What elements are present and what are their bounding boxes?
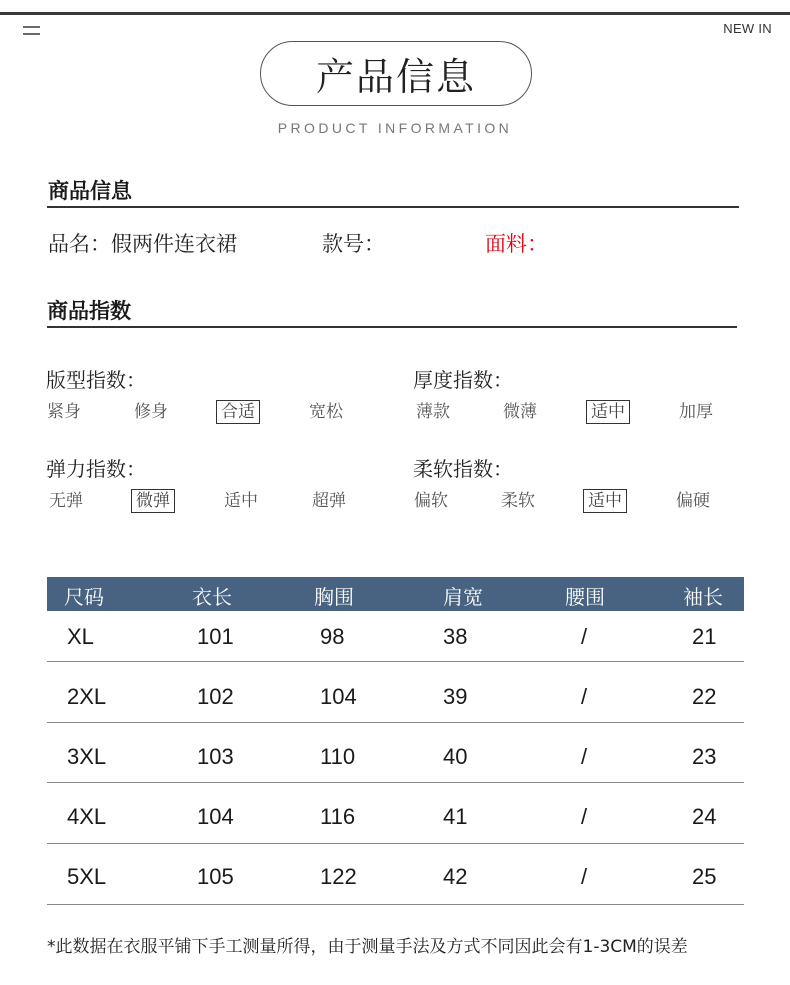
size-table-header [47, 577, 744, 611]
table-cell: 2XL [67, 684, 107, 709]
table-row [47, 608, 744, 668]
softness-option: 偏软 [414, 491, 448, 511]
thickness-option-selected: 适中 [586, 400, 630, 424]
column-header-size: 尺码 [64, 585, 104, 609]
table-cell: / [581, 864, 588, 889]
column-header-waist: 腰围 [565, 585, 605, 609]
page-title: 产品信息 [260, 41, 532, 106]
table-cell: 21 [692, 624, 717, 649]
thickness-option: 薄款 [416, 402, 450, 422]
row-divider [47, 722, 744, 723]
softness-index-title: 柔软指数： [413, 457, 513, 481]
table-cell: 104 [197, 804, 234, 829]
column-header-chest: 胸围 [314, 585, 354, 609]
table-cell: 25 [692, 864, 717, 889]
fit-option-selected: 合适 [216, 400, 260, 424]
elasticity-option: 无弹 [49, 491, 83, 511]
table-row [47, 848, 744, 908]
table-cell: / [581, 624, 588, 649]
elasticity-option: 适中 [224, 491, 258, 511]
fit-option: 宽松 [309, 402, 343, 422]
softness-option-selected: 适中 [583, 489, 627, 513]
table-cell: 105 [197, 864, 234, 889]
table-row [47, 668, 744, 728]
table-cell: / [581, 684, 588, 709]
row-divider [47, 782, 744, 783]
goods-info-heading: 商品信息 [48, 179, 132, 203]
style-number-label: 款号： [322, 232, 385, 256]
top-divider-bar [0, 12, 790, 15]
thickness-option: 加厚 [679, 402, 713, 422]
elasticity-index-title: 弹力指数： [46, 457, 146, 481]
table-cell: 102 [197, 684, 234, 709]
table-cell: 116 [320, 804, 356, 829]
measurement-note: *此数据在衣服平铺下手工测量所得，由于测量手法及方式不同因此会有1-3CM的误差 [47, 937, 688, 957]
product-name-label: 品名：假两件连衣裙 [48, 232, 237, 256]
thickness-index-title: 厚度指数： [413, 368, 513, 392]
column-header-length: 衣长 [192, 585, 232, 609]
table-cell: / [581, 804, 588, 829]
thickness-option: 微薄 [503, 402, 537, 422]
softness-option: 偏硬 [676, 491, 710, 511]
table-cell: XL [67, 624, 94, 649]
goods-info-divider [47, 206, 739, 208]
table-cell: / [581, 744, 588, 769]
menu-icon[interactable] [23, 26, 40, 36]
table-cell: 22 [692, 684, 717, 709]
row-divider [47, 904, 744, 905]
table-cell: 98 [320, 624, 345, 649]
table-cell: 110 [320, 744, 356, 769]
table-row [47, 788, 744, 848]
table-cell: 39 [443, 684, 468, 709]
row-divider [47, 661, 744, 662]
new-in-label: NEW IN [723, 21, 772, 36]
softness-option: 柔软 [501, 491, 535, 511]
table-cell: 4XL [67, 804, 107, 829]
table-cell: 42 [443, 864, 468, 889]
elasticity-option-selected: 微弹 [131, 489, 175, 513]
indices-divider [47, 326, 737, 328]
table-cell: 103 [197, 744, 234, 769]
fabric-label: 面料： [485, 232, 548, 256]
table-cell: 3XL [67, 744, 107, 769]
fit-option: 紧身 [47, 402, 81, 422]
elasticity-option: 超弹 [312, 491, 346, 511]
table-cell: 23 [692, 744, 717, 769]
table-cell: 40 [443, 744, 468, 769]
table-cell: 101 [197, 624, 234, 649]
fit-option: 修身 [134, 402, 168, 422]
table-cell: 5XL [67, 864, 107, 889]
table-cell: 104 [320, 684, 357, 709]
table-cell: 24 [692, 804, 717, 829]
row-divider [47, 843, 744, 844]
column-header-shoulder: 肩宽 [443, 585, 483, 609]
table-cell: 38 [443, 624, 468, 649]
table-cell: 122 [320, 864, 357, 889]
page-subtitle: PRODUCT INFORMATION [277, 120, 513, 136]
table-row [47, 728, 744, 788]
column-header-sleeve: 袖长 [683, 585, 723, 609]
indices-heading: 商品指数 [47, 299, 131, 323]
fit-index-title: 版型指数： [46, 368, 146, 392]
table-cell: 41 [443, 804, 468, 829]
